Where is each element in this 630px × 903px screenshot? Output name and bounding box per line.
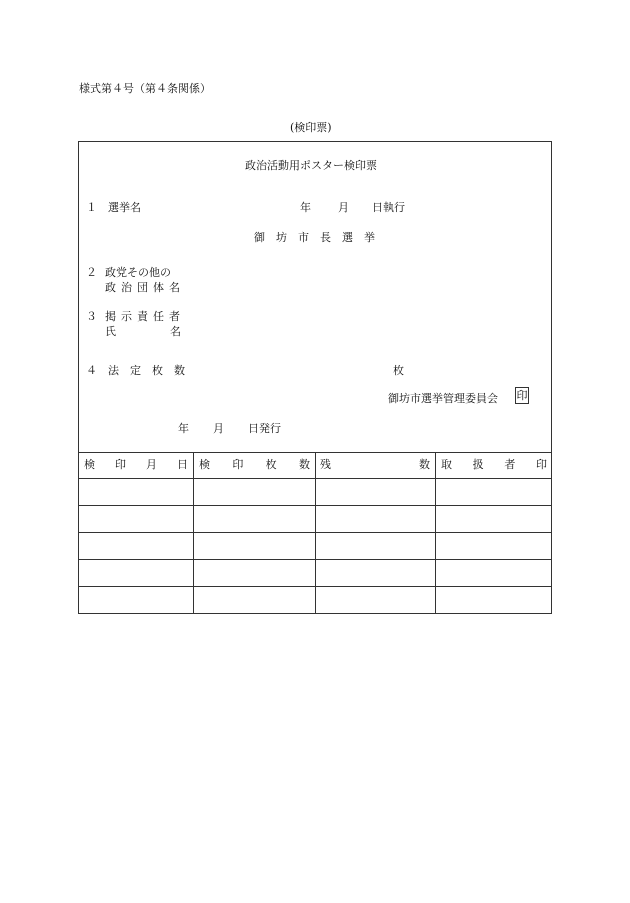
party-name-label-line1: 政党その他の [105, 266, 171, 279]
legal-count-unit: 枚 [393, 364, 404, 377]
issue-month-label: 月 [213, 422, 224, 435]
election-year-label: 年 [300, 201, 311, 214]
table-cell[interactable] [82, 538, 189, 554]
issue-day-label: 日発行 [248, 422, 281, 435]
col-header-inspection-count [199, 452, 310, 478]
table-cell[interactable] [82, 565, 189, 581]
table-cell[interactable] [319, 511, 431, 527]
table-cell[interactable] [319, 592, 431, 608]
table-column-divider [315, 452, 316, 613]
issue-year-label: 年 [178, 422, 189, 435]
col-header-char: 者 [504, 458, 516, 471]
col-header-char: 枚 [265, 458, 277, 471]
responsible-item-number: ３ [86, 310, 97, 323]
document-title: (検印票) [290, 121, 332, 134]
legal-count-label: ４法定枚数 [86, 364, 196, 377]
table-cell[interactable] [439, 511, 548, 527]
seal-mark: 印 [516, 389, 528, 402]
table-cell[interactable] [82, 592, 189, 608]
col-header-char: 印 [232, 458, 244, 471]
col-header-char: 数 [298, 458, 310, 471]
table-cell[interactable] [197, 538, 311, 554]
col-header-char: 月 [146, 458, 157, 471]
table-column-divider [193, 452, 194, 613]
responsible-person-label-line2: 氏名 [105, 325, 235, 338]
col-header-char: 検 [199, 458, 210, 471]
party-name-label-line2: 政治団体名 [105, 281, 185, 294]
col-header-char: 扱 [472, 458, 484, 471]
table-cell[interactable] [319, 538, 431, 554]
table-cell[interactable] [197, 592, 311, 608]
col-header-inspection-date [84, 452, 188, 478]
table-cell[interactable] [439, 592, 548, 608]
col-header-char: 残 [320, 458, 331, 471]
table-cell[interactable] [439, 565, 548, 581]
col-header-char: 印 [115, 458, 126, 471]
table-cell[interactable] [319, 484, 431, 500]
table-cell[interactable] [197, 511, 311, 527]
committee-name: 御坊市選挙管理委員会 [388, 392, 498, 405]
table-cell[interactable] [197, 484, 311, 500]
form-number-label: 様式第４号（第４条関係） [79, 82, 211, 95]
election-day-exec-label: 日執行 [372, 201, 405, 214]
table-cell[interactable] [82, 511, 189, 527]
election-month-label: 月 [338, 201, 349, 214]
col-header-char: 印 [535, 458, 547, 471]
col-header-handler-seal [441, 452, 547, 478]
table-cell[interactable] [439, 538, 548, 554]
col-header-char: 検 [84, 458, 95, 471]
col-header-char: 取 [441, 458, 452, 471]
col-header-char: 数 [419, 458, 430, 471]
table-cell[interactable] [197, 565, 311, 581]
party-item-number: ２ [86, 266, 97, 279]
table-cell[interactable] [319, 565, 431, 581]
election-name-value: 御坊市長選挙 [254, 231, 386, 244]
table-column-divider [435, 452, 436, 613]
responsible-person-label-line1: 掲示責任者 [105, 310, 185, 323]
table-cell[interactable] [439, 484, 548, 500]
election-name-label: １ 選挙名 [86, 201, 141, 214]
form-heading: 政治活動用ポスター検印票 [245, 159, 377, 172]
col-header-char: 日 [177, 458, 188, 471]
table-cell[interactable] [82, 484, 189, 500]
col-header-remaining [320, 452, 430, 478]
